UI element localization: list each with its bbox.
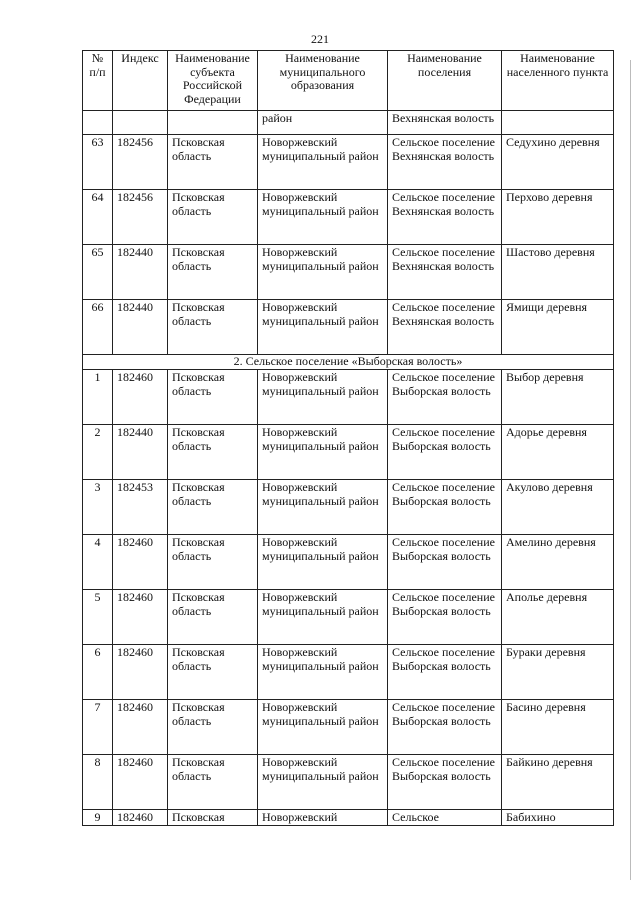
cell-settlement: Сельское поселение Выборская волость [388,755,502,810]
cell-locality: Седухино деревня [502,135,614,190]
cell-subject: Псковская область [168,135,258,190]
header-municipality: Наименование муниципального образования [258,51,388,111]
cell-municipality: Новоржевский муниципальный район [258,590,388,645]
cell-locality: Бураки деревня [502,645,614,700]
cell-num: 9 [83,810,113,826]
cell-settlement: Сельское поселение Выборская волость [388,480,502,535]
cell-subject: Псковская область [168,645,258,700]
header-num: № п/п [83,51,113,111]
cell-municipality: Новоржевский муниципальный район [258,700,388,755]
cell-index: 182453 [113,480,168,535]
table-row [83,300,614,355]
header-settlement: Наименование поселения [388,51,502,111]
section-row [83,355,614,370]
cell-locality: Амелино деревня [502,535,614,590]
cell-settlement: Сельское поселение Вехнянская волость [388,190,502,245]
cell-locality: Басино деревня [502,700,614,755]
cell-index [113,111,168,135]
cell-locality: Байкино деревня [502,755,614,810]
cell-settlement: Вехнянская волость [388,111,502,135]
table-row [83,135,614,190]
cell-subject: Псковская область [168,755,258,810]
cell-subject: Псковская область [168,245,258,300]
cell-index: 182460 [113,590,168,645]
cell-index: 182460 [113,535,168,590]
cell-locality: Бабихино [502,810,614,826]
cell-municipality: Новоржевский муниципальный район [258,135,388,190]
cell-index: 182460 [113,755,168,810]
table-row [83,700,614,755]
table-row [83,755,614,810]
cell-index: 182460 [113,370,168,425]
cell-num: 1 [83,370,113,425]
cell-municipality: Новоржевский [258,810,388,826]
table-row [83,370,614,425]
cell-municipality: Новоржевский муниципальный район [258,535,388,590]
cell-subject: Псковская [168,810,258,826]
section-title: 2. Сельское поселение «Выборская волость» [83,355,614,370]
cell-subject: Псковская область [168,590,258,645]
cell-num: 66 [83,300,113,355]
table-header-row [83,51,614,111]
table-row [83,425,614,480]
cell-subject: Псковская область [168,480,258,535]
cell-municipality: Новоржевский муниципальный район [258,645,388,700]
cell-num: 64 [83,190,113,245]
cell-locality: Ямищи деревня [502,300,614,355]
cell-subject: Псковская область [168,535,258,590]
table-row [83,645,614,700]
cell-num: 8 [83,755,113,810]
cell-settlement: Сельское [388,810,502,826]
cell-locality: Выбор деревня [502,370,614,425]
header-index: Индекс [113,51,168,111]
cell-index: 182440 [113,425,168,480]
table-row [83,245,614,300]
cell-settlement: Сельское поселение Выборская волость [388,700,502,755]
locality-registry-table [82,50,614,826]
cell-index: 182440 [113,300,168,355]
cell-settlement: Сельское поселение Вехнянская волость [388,300,502,355]
cell-settlement: Сельское поселение Выборская волость [388,535,502,590]
cell-municipality: Новоржевский муниципальный район [258,755,388,810]
page-number: 221 [311,32,329,46]
cell-settlement: Сельское поселение Выборская волость [388,590,502,645]
cell-num: 6 [83,645,113,700]
cell-subject: Псковская область [168,700,258,755]
cell-num: 63 [83,135,113,190]
table-row-partial [83,810,614,826]
cell-locality: Шастово деревня [502,245,614,300]
cell-num: 7 [83,700,113,755]
cell-municipality: Новоржевский муниципальный район [258,300,388,355]
cell-index: 182440 [113,245,168,300]
table-row [83,535,614,590]
cell-municipality: Новоржевский муниципальный район [258,190,388,245]
table-row [83,590,614,645]
cell-municipality: Новоржевский муниципальный район [258,480,388,535]
cell-num: 65 [83,245,113,300]
cell-index: 182460 [113,810,168,826]
cell-settlement: Сельское поселение Выборская волость [388,645,502,700]
cell-index: 182460 [113,700,168,755]
cell-locality: Аполье деревня [502,590,614,645]
cell-num: 3 [83,480,113,535]
cell-subject: Псковская область [168,370,258,425]
cell-num: 5 [83,590,113,645]
cell-subject: Псковская область [168,190,258,245]
cell-subject: Псковская область [168,300,258,355]
continuation-row [83,111,614,135]
cell-locality: Акулово деревня [502,480,614,535]
table-row [83,480,614,535]
cell-locality [502,111,614,135]
cell-settlement: Сельское поселение Вехнянская волость [388,245,502,300]
cell-num: 2 [83,425,113,480]
cell-settlement: Сельское поселение Выборская волость [388,370,502,425]
cell-num: 4 [83,535,113,590]
cell-settlement: Сельское поселение Выборская волость [388,425,502,480]
cell-locality: Адорье деревня [502,425,614,480]
cell-municipality: район [258,111,388,135]
cell-municipality: Новоржевский муниципальный район [258,425,388,480]
scan-edge-mark [630,60,631,880]
header-subject: Наименование субъекта Российской Федерации [168,51,258,111]
cell-num [83,111,113,135]
table-row [83,190,614,245]
cell-index: 182456 [113,190,168,245]
cell-index: 182456 [113,135,168,190]
cell-locality: Перхово деревня [502,190,614,245]
cell-municipality: Новоржевский муниципальный район [258,370,388,425]
cell-index: 182460 [113,645,168,700]
cell-subject: Псковская область [168,425,258,480]
cell-municipality: Новоржевский муниципальный район [258,245,388,300]
cell-settlement: Сельское поселение Вехнянская волость [388,135,502,190]
header-locality: Наименование населенного пункта [502,51,614,111]
cell-subject [168,111,258,135]
